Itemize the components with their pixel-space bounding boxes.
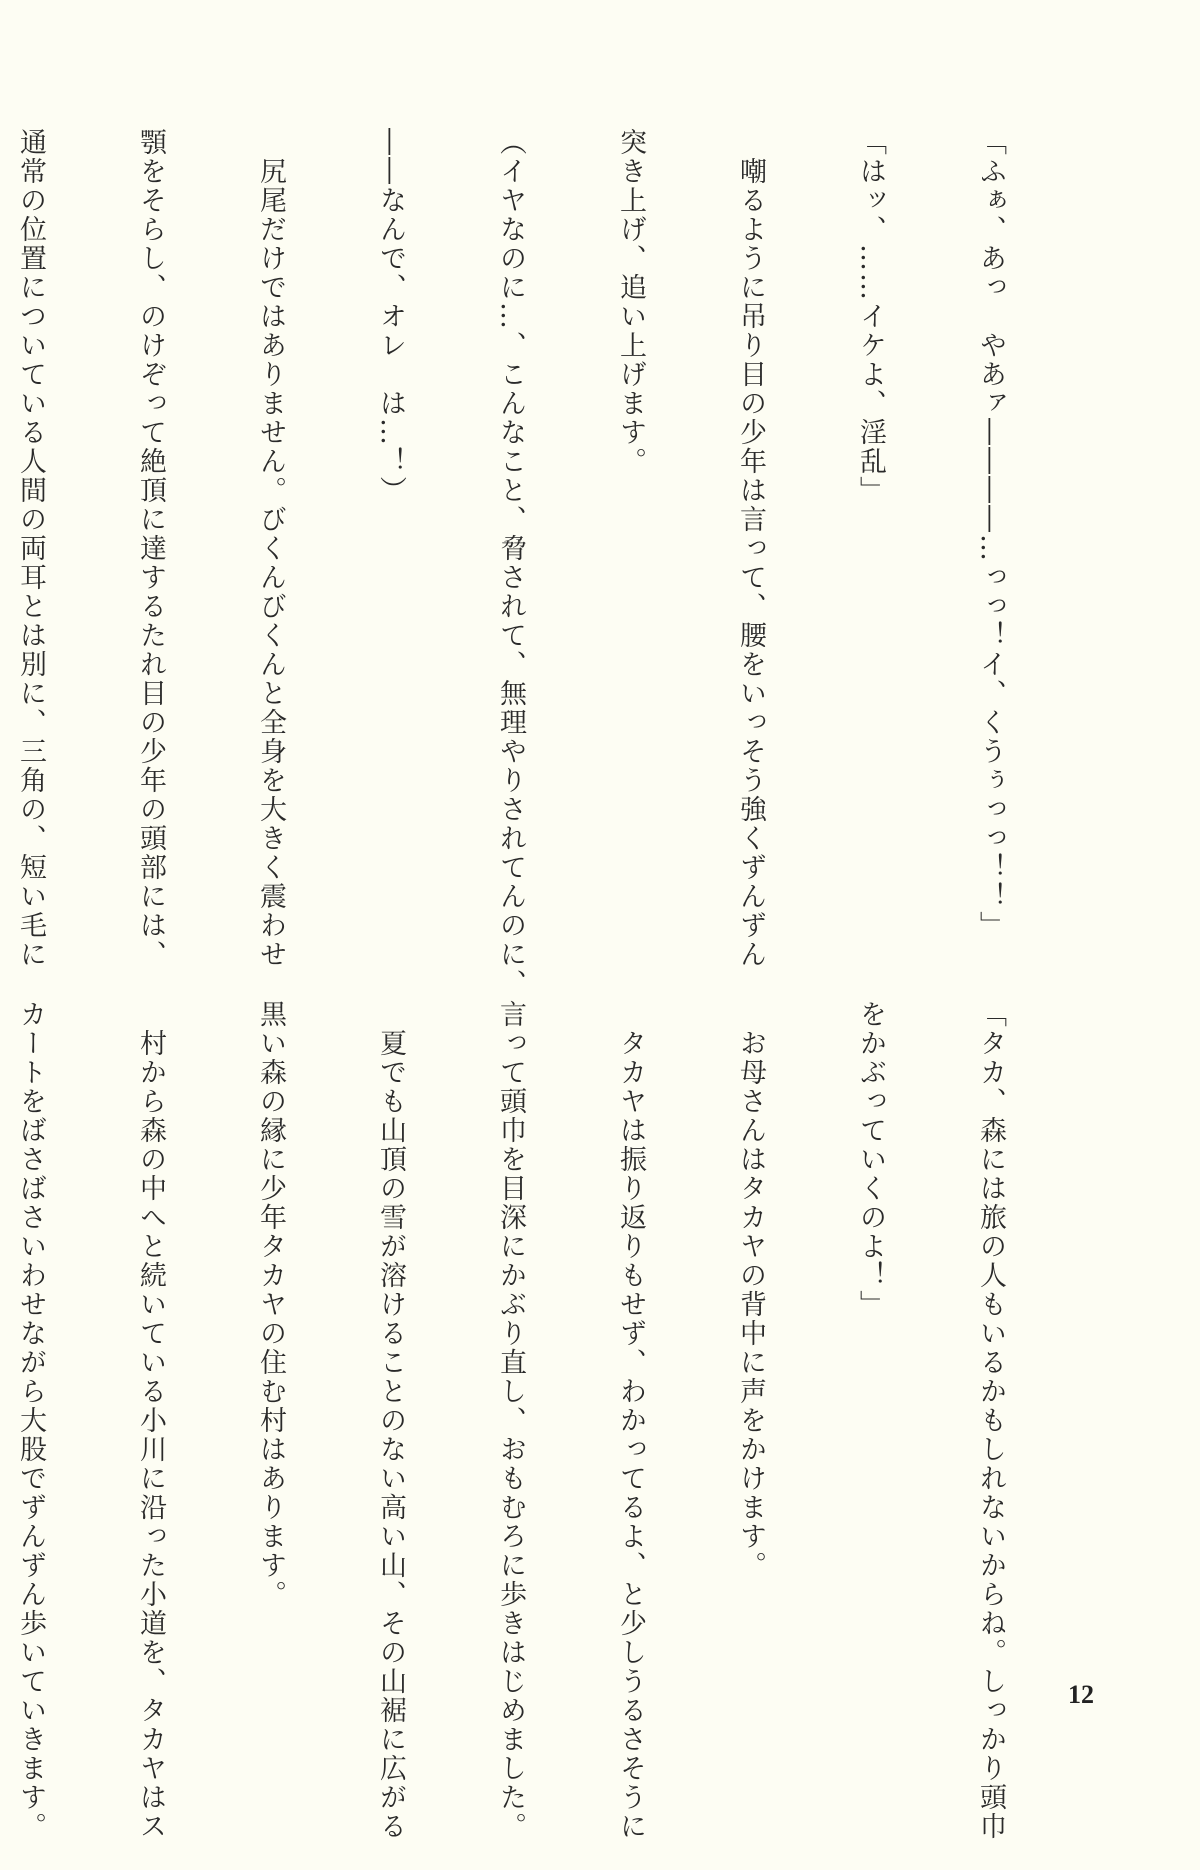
text-line: 言って頭巾を目深にかぶり直し、おもむろに歩きはじめました。	[495, 1000, 526, 1841]
text-line: 突き上げ、追い上げます。	[615, 128, 646, 476]
text-line: カートをばさばさいわせながら大股でずんずん歩いていきます。	[15, 1000, 46, 1841]
text-line: お母さんはタカヤの背中に声をかけます。	[735, 1000, 766, 1580]
text-block-top	[15, 128, 1090, 998]
text-line: 顎をそらし、のけぞって絶頂に達するたれ目の少年の頭部には、	[135, 128, 166, 969]
text-line: タカヤは振り返りもせず、わかってるよ、と少しうるさそうに	[615, 1000, 646, 1841]
text-line: （イヤなのに…、こんなこと、脅されて、無理やりされてんのに、	[495, 128, 526, 998]
text-line: 黒い森の縁に少年タカヤの住む村はあります。	[255, 1000, 286, 1609]
text-line: 尻尾だけではありません。びくんびくんと全身を大きく震わせ	[255, 128, 286, 969]
text-line: 夏でも山頂の雪が溶けることのない高い山、その山裾に広がる	[375, 1000, 406, 1841]
text-line: 「はッ、……イケよ、淫乱」	[855, 128, 886, 505]
text-line: をかぶっていくのよ！」	[855, 1000, 886, 1319]
text-line: 「タカ、森には旅の人もいるかもしれないからね。しっかり頭巾	[975, 1000, 1006, 1841]
text-line: 「ふぁ、あっ やあァ――――…っっ！イ、くうぅっっ！！」	[975, 128, 1006, 940]
page-number: 12	[1068, 1680, 1094, 1709]
text-line: 村から森の中へと続いている小川に沿った小道を、タカヤはス	[135, 1000, 166, 1841]
text-line: 通常の位置についている人間の両耳とは別に、三角の、短い毛に	[15, 128, 46, 969]
text-line: 嘲るように吊り目の少年は言って、腰をいっそう強くずんずん	[735, 128, 766, 969]
text-line: ――なんで、オレ は…！）	[375, 128, 406, 505]
